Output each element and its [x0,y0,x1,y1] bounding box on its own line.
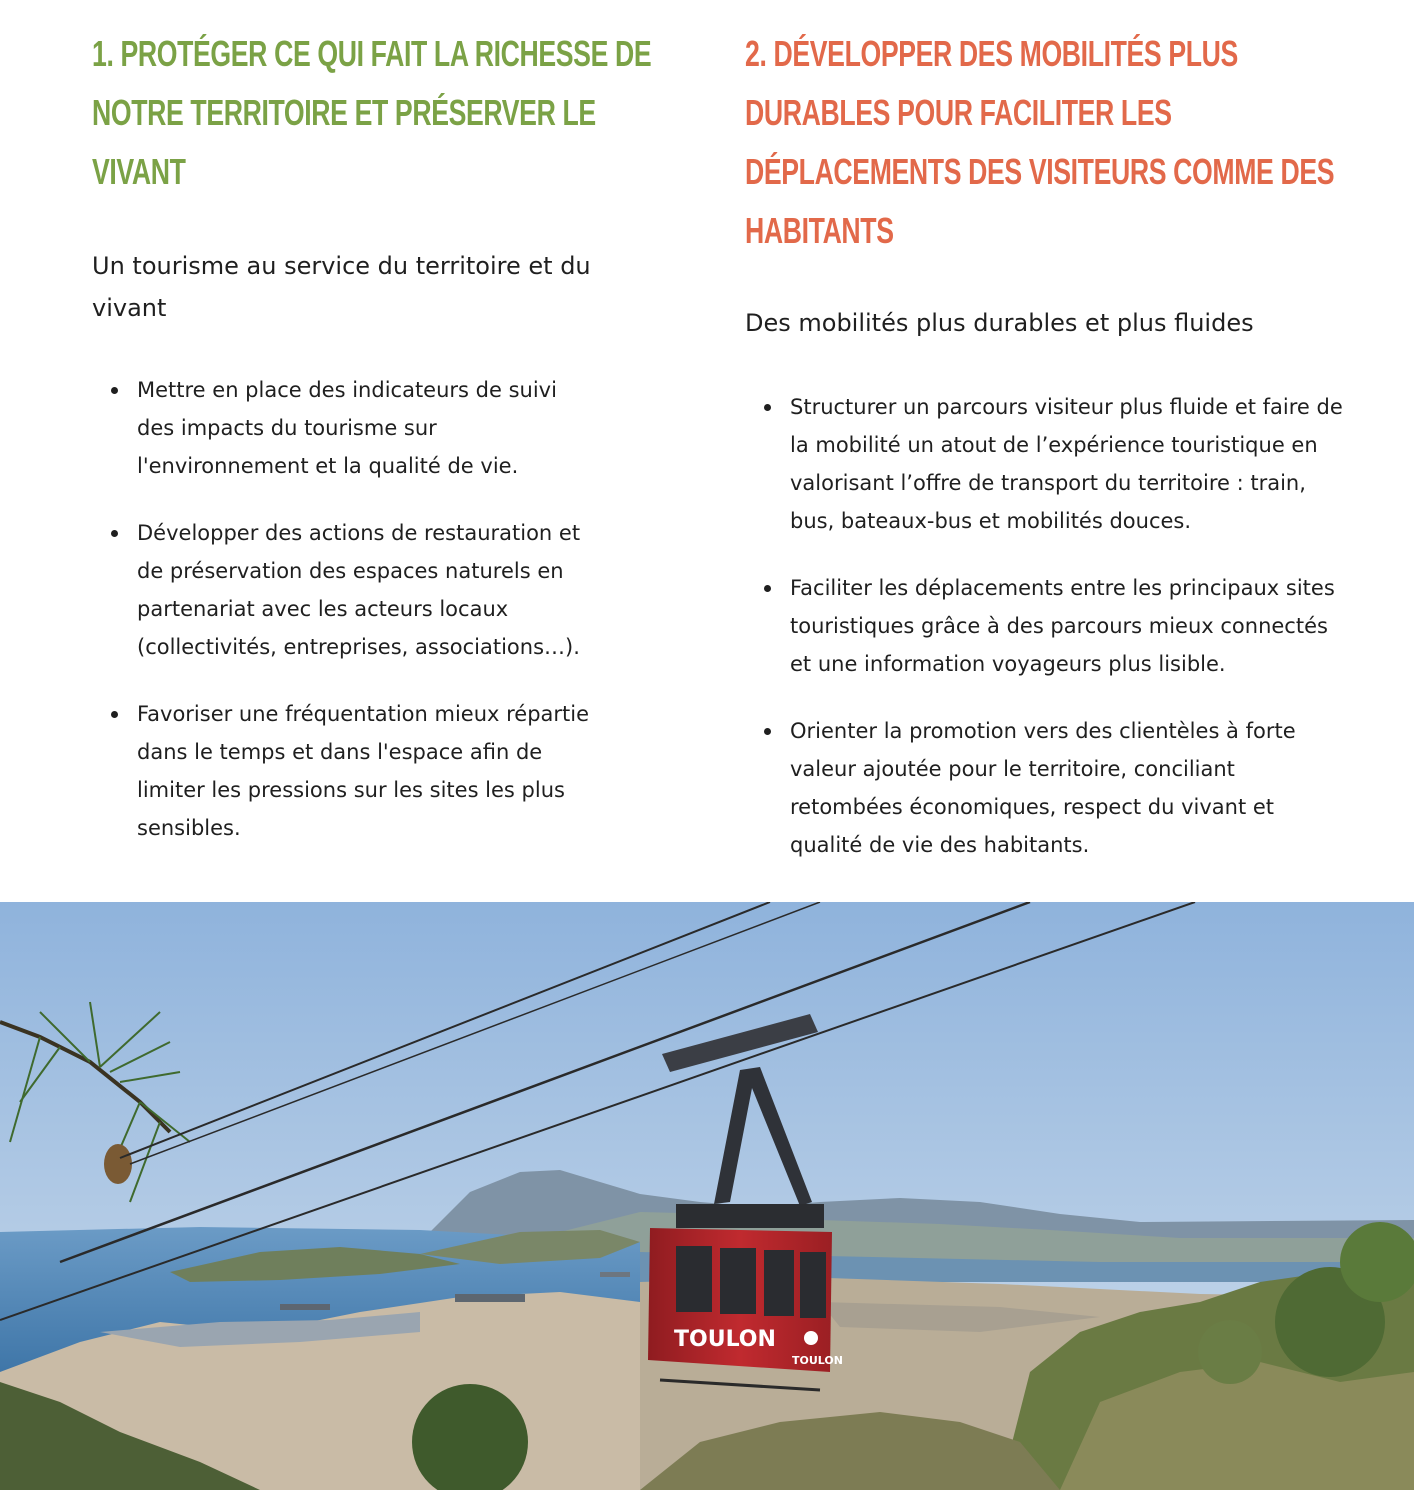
bullet-list-mobility [745,388,1355,864]
ship [455,1294,525,1302]
cabin-roof [676,1204,824,1228]
cabin-label-side: TOULON [792,1354,843,1367]
section-heading-protect: 1. PROTÉGER CE QUI FAIT LA RICHESSE DE NOTRE TERRITOIRE ET PRÉSERVER LE VIVANT [92,33,652,192]
ship [600,1272,630,1277]
section-heading-mobility: 2. DÉVELOPPER DES MOBILITÉS PLUS DURABLES POUR FACILITER LES DÉPLACEMENTS DES VISITEURS COMME DES HABITANTS [745,33,1335,251]
list-item: Orienter la promotion vers des clientèles à forte valeur ajoutée pour le territoire, conciliant retombées économiques, respect du vivant et qualité de vie des habitants. [745,712,1350,864]
list-item: Faciliter les déplacements entre les principaux sites touristiques grâce à des parcours mieux connectés et une information voyageurs plus lisible. [745,569,1350,683]
cabin-windows [676,1246,826,1318]
list-item: Mettre en place des indicateurs de suivi des impacts du tourisme sur l'environnement et la qualité de vie. [92,371,597,485]
list-item: Structurer un parcours visiteur plus fluide et faire de la mobilité un atout de l’expérience touristique en valorisant l’offre de transport du territoire : train, bus, bateaux-bus et mobilités douces. [745,388,1350,540]
section-subtitle-mobility: Des mobilités plus durables et plus fluides [745,309,1254,337]
list-item: Favoriser une fréquentation mieux répartie dans le temps et dans l'espace afin de limiter les pressions sur les sites les plus sensibles. [92,695,597,847]
bullet-list-protect [92,371,652,847]
section-subtitle-protect: Un tourisme au service du territoire et du vivant [92,252,591,322]
section-protect-territory [92,24,652,876]
pine-cone [104,1144,132,1184]
cabin-label-front: TOULON [674,1327,776,1352]
cabin-emblem [804,1331,818,1345]
ship [280,1304,330,1310]
cable-car-photo [0,902,1414,1490]
section-sustainable-mobility [745,24,1355,893]
bush [1198,1320,1262,1384]
list-item: Développer des actions de restauration et de préservation des espaces naturels en partenariat avec les acteurs locaux (collectivités, entreprises, associations…). [92,514,597,666]
